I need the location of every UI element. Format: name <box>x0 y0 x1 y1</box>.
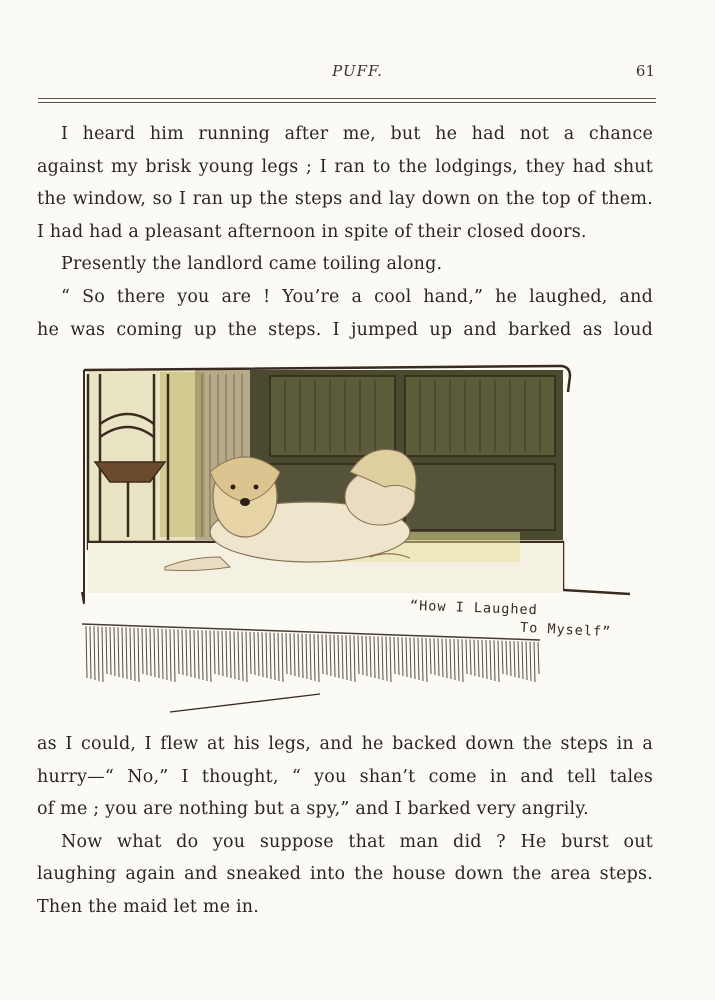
text-line: Now what do you suppose that man did ? He burst out <box>61 831 653 852</box>
text-line: Then the maid let me in. <box>37 896 260 917</box>
text-line: laughing again and sneaked into the house down the area steps. <box>37 864 653 885</box>
text-line: Presently the landlord came toiling along. <box>61 254 443 275</box>
running-head <box>0 62 715 86</box>
header-rule <box>38 98 656 99</box>
text-block-before <box>37 118 653 346</box>
running-head-title: PUFF. <box>332 62 383 80</box>
text-line: as I could, I flew at his legs, and he backed down the steps in a <box>37 734 653 754</box>
text-line: against my brisk young legs ; I ran to the lodgings, they had shut <box>37 156 653 177</box>
text-line: hurry—“ No,” I thought, “ you shan’t come in and tell tales <box>37 766 653 787</box>
text-line: “ So there you are ! You’re a cool hand,” he laughed, and <box>61 286 653 307</box>
illustration <box>70 362 650 722</box>
caption-line-1: “How I Laughed <box>409 597 539 619</box>
header-rule <box>38 102 656 103</box>
illustration-drawing <box>70 362 650 722</box>
illustration-caption <box>409 597 650 660</box>
text-block-after <box>37 728 653 924</box>
text-line: he was coming up the steps. I jumped up and barked as loud <box>37 319 653 340</box>
text-line: the window, so I ran up the steps and lay down on the top of them. <box>37 189 653 210</box>
caption-line-2: To Myself” <box>519 619 612 641</box>
text-line: I had had a pleasant afternoon in spite of their closed doors. <box>37 221 587 242</box>
text-line: of me ; you are nothing but a spy,” and I barked very angrily. <box>37 799 589 820</box>
text-line: I heard him running after me, but he had not a chance <box>61 124 653 144</box>
page-number: 61 <box>635 62 655 80</box>
